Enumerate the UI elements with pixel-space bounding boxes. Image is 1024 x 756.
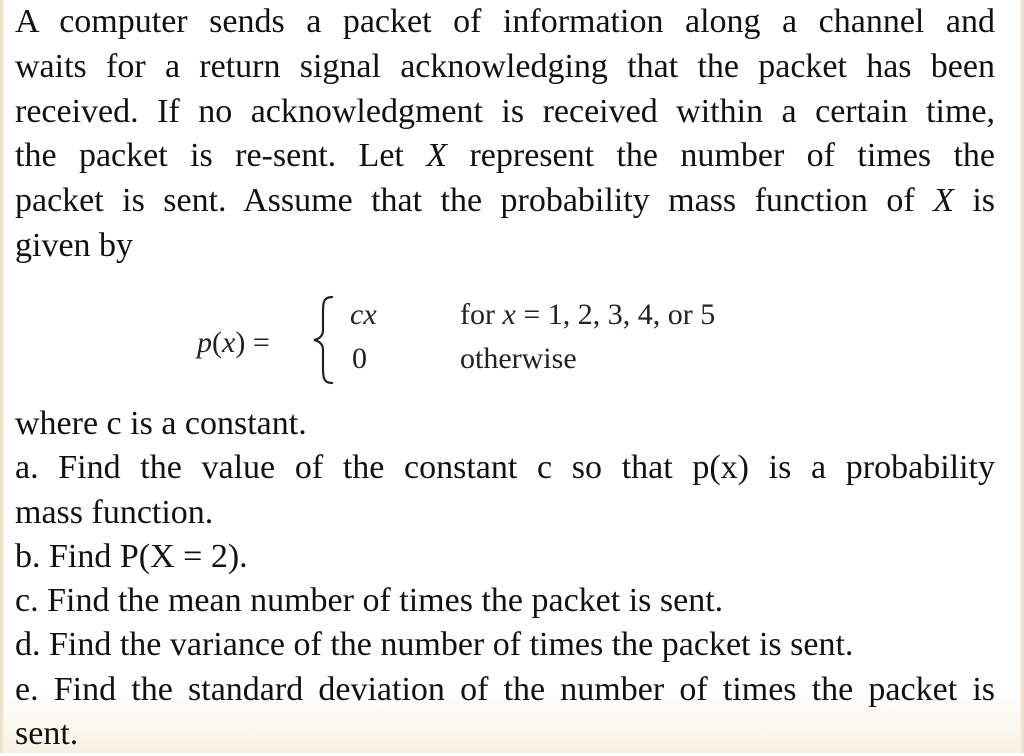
formula-lhs xyxy=(197,326,270,360)
case2-value: 0 xyxy=(352,342,367,375)
part-b: b. Find P(X = 2). xyxy=(15,537,248,575)
part-a-continued: mass function. xyxy=(15,493,214,531)
problem-intro xyxy=(15,0,995,269)
case1-value: cx xyxy=(350,298,377,331)
part-d: d. Find the variance of the number of times the packet is sent. xyxy=(15,626,854,664)
cond-rest: = 1, 2, 3, 4, or 5 xyxy=(523,298,716,331)
intro-line: received. If no acknowledgment is received within a certain time, xyxy=(15,92,995,130)
intro-line: given by xyxy=(15,226,134,264)
func-arg-x: x xyxy=(222,326,236,359)
left-brace-icon xyxy=(310,294,336,386)
paren-open: ( xyxy=(212,326,222,359)
problem-parts xyxy=(15,402,995,756)
intro-line xyxy=(15,179,995,224)
part-a: a. Find the value of the constant c so that p(x) is a probability xyxy=(15,449,995,487)
intro-text: represent the number of times the xyxy=(469,137,996,175)
part-e-continued: sent. xyxy=(15,715,79,753)
case1-condition xyxy=(460,298,715,332)
intro-text: the packet is re-sent. Let xyxy=(15,137,404,175)
intro-line: A computer sends a packet of information along a channel and xyxy=(15,3,995,40)
cond-var-x: x xyxy=(502,298,516,331)
intro-line: waits for a return signal acknowledging that the packet has been xyxy=(15,47,995,85)
pmf-formula xyxy=(0,290,1024,390)
intro-text: packet is sent. Assume that the probability mass function of xyxy=(15,182,915,220)
part-e: e. Find the standard deviation of the number of times the packet is xyxy=(15,670,995,708)
intro-line xyxy=(15,134,995,179)
paren-close-equals: ) = xyxy=(235,326,270,359)
part-c: c. Find the mean number of times the packet is sent. xyxy=(15,582,724,620)
constant-note: where c is a constant. xyxy=(15,405,307,442)
variable-x: X xyxy=(933,182,954,220)
case2-condition: otherwise xyxy=(460,342,577,375)
cond-prefix: for xyxy=(460,298,495,331)
intro-text: is xyxy=(972,182,996,220)
variable-x: X xyxy=(426,137,448,175)
func-p: p xyxy=(197,326,212,359)
